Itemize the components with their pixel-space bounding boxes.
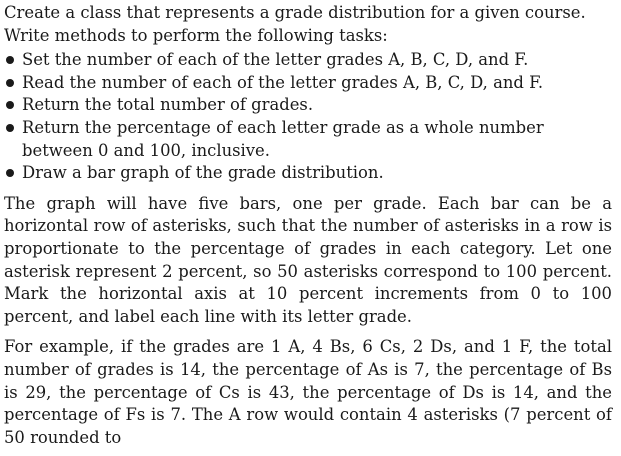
document-page — [4, 2, 612, 449]
task-text: Return the total number of grades. — [22, 95, 314, 115]
task-list-item — [4, 117, 612, 162]
task-list-item — [4, 162, 612, 185]
task-text: Return the percentage of each letter grade as a whole number between 0 and 100, inclusive. — [22, 117, 544, 160]
graph-description-paragraph: The graph will have five bars, one per grade. Each bar can be a horizontal row of asterisks, such that the number of asterisks in a row is proportionate to the percentage of grades in each category. Let one asterisk represent 2 percent, so 50 asterisks correspond to 100 percent. Mark the horizontal axis at 10 percent increments from 0 to 100 percent, and label each line with its letter grade. — [4, 193, 612, 326]
task-list-item — [4, 94, 612, 117]
task-text: Set the number of each of the letter grades A, B, C, D, and F. — [22, 50, 529, 70]
intro-paragraph: Create a class that represents a grade distribution for a given course. Write methods to perform the following tasks: — [4, 3, 586, 45]
example-paragraph: For example, if the grades are 1 A, 4 Bs, 6 Cs, 2 Ds, and 1 F, the total number of grades is 14, the percentage of As is 7, the percentage of Bs is 29, the percentage of Cs is 43, the percentage of Ds is 14, and the percentage of Fs is 7. The A row would contain 4 asterisks (7 percent of 50 rounded to — [4, 337, 612, 447]
bullet-icon — [6, 124, 14, 132]
task-text: Draw a bar graph of the grade distribution. — [22, 163, 384, 183]
task-text: Read the number of each of the letter grades A, B, C, D, and F. — [22, 72, 544, 92]
task-list-item — [4, 72, 612, 95]
bullet-icon — [6, 56, 14, 64]
task-list-item — [4, 49, 612, 72]
task-list — [4, 49, 612, 185]
bullet-icon — [6, 169, 14, 177]
bullet-icon — [6, 101, 14, 109]
bullet-icon — [6, 79, 14, 87]
